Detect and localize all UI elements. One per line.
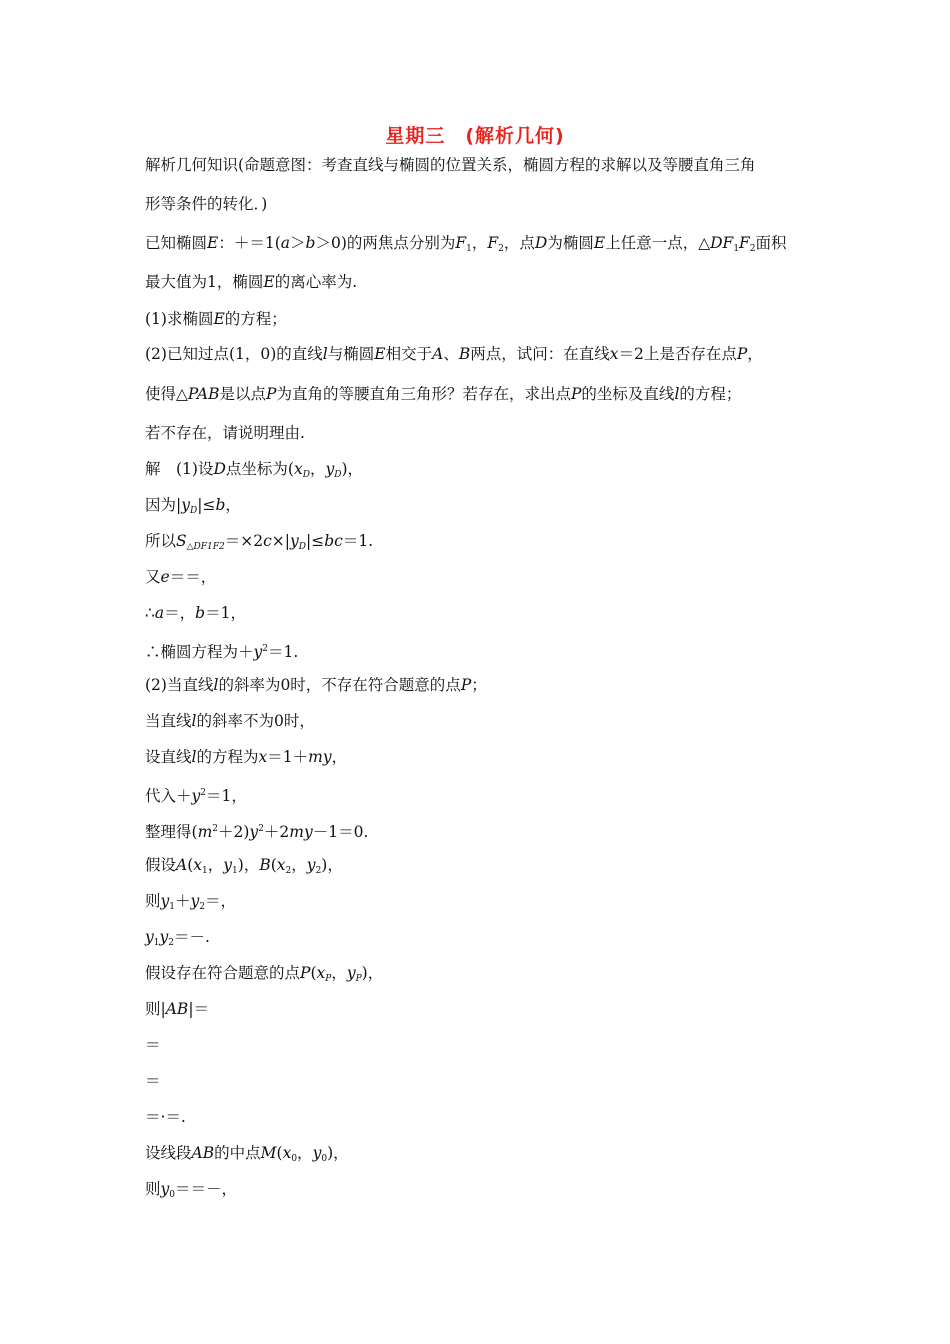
solution-line-17: ＝ xyxy=(145,1036,161,1054)
intro-line-1: 解析几何知识(命题意图：考查直线与椭圆的位置关系，椭圆方程的求解以及等腰直角三角 xyxy=(145,156,756,174)
solution-line-16: 则|AB|＝ xyxy=(145,1000,210,1018)
solution-line-1: 解 (1)设D点坐标为($x_D$，$y_D$)， xyxy=(145,460,363,480)
solution-line-10: 代入$+y^2=1$， xyxy=(145,787,247,805)
solution-line-15: 假设存在符合题意的点$P(x_P$，$y_P$)， xyxy=(145,964,384,984)
solution-line-4: 又e＝＝， xyxy=(145,568,217,586)
solution-line-6: ∴椭圆方程为$+y^2=1$. xyxy=(145,643,299,661)
problem-line-1: 已知椭圆E：＋＝1(a＞b＞0)的两焦点分别为$F_1$，$F_2$，点D为椭圆E上任意一点，$\triangle DF_1F_2$面积 xyxy=(145,234,787,254)
page-title: 星期三 (解析几何) xyxy=(385,125,565,147)
solution-line-5: ∴a＝，b＝1， xyxy=(145,604,246,622)
solution-line-14: $y_1y_2=-$. xyxy=(145,928,210,948)
solution-line-2: 因为$|y_D|\le b$， xyxy=(145,496,241,516)
question-2-line-2: 使得△PAB是以点P为直角的等腰直角三角形？若存在，求出点P的坐标及直线l的方程； xyxy=(145,385,742,403)
intro-line-2: 形等条件的转化．) xyxy=(145,195,268,213)
solution-line-19: ＝·＝. xyxy=(145,1108,186,1126)
question-2-line-3: 若不存在，请说明理由. xyxy=(145,424,305,442)
solution-line-13: 则$y_1+y_2=$， xyxy=(145,892,237,912)
solution-line-12: 假设$A(x_1$，$y_1$)，$B(x_2$，$y_2$)， xyxy=(145,856,343,876)
solution-line-11: 整理得$(m^2+2)y^2+2my-1=0$. xyxy=(145,823,369,841)
question-2-line-1: (2)已知过点(1，0)的直线l与椭圆E相交于A、B两点，试问：在直线x＝2上是否存在点P， xyxy=(145,345,763,363)
solution-line-18: ＝ xyxy=(145,1072,161,1090)
solution-line-7: (2)当直线l的斜率为0时，不存在符合题意的点P； xyxy=(145,676,487,694)
question-1: (1)求椭圆E的方程； xyxy=(145,310,287,328)
solution-line-20: 设线段AB的中点$M(x_0$，$y_0$)， xyxy=(145,1144,349,1164)
solution-line-8: 当直线l的斜率不为0时， xyxy=(145,712,315,730)
solution-line-9: 设直线l的方程为x＝1＋my， xyxy=(145,748,348,766)
solution-line-3: 所以$S_{\triangle DF1F2}=\times 2c\times|y_D|\le bc=1$. xyxy=(145,532,374,552)
solution-line-21: 则$y_0==-$， xyxy=(145,1180,238,1200)
problem-line-2: 最大值为1，椭圆E的离心率为. xyxy=(145,273,358,291)
